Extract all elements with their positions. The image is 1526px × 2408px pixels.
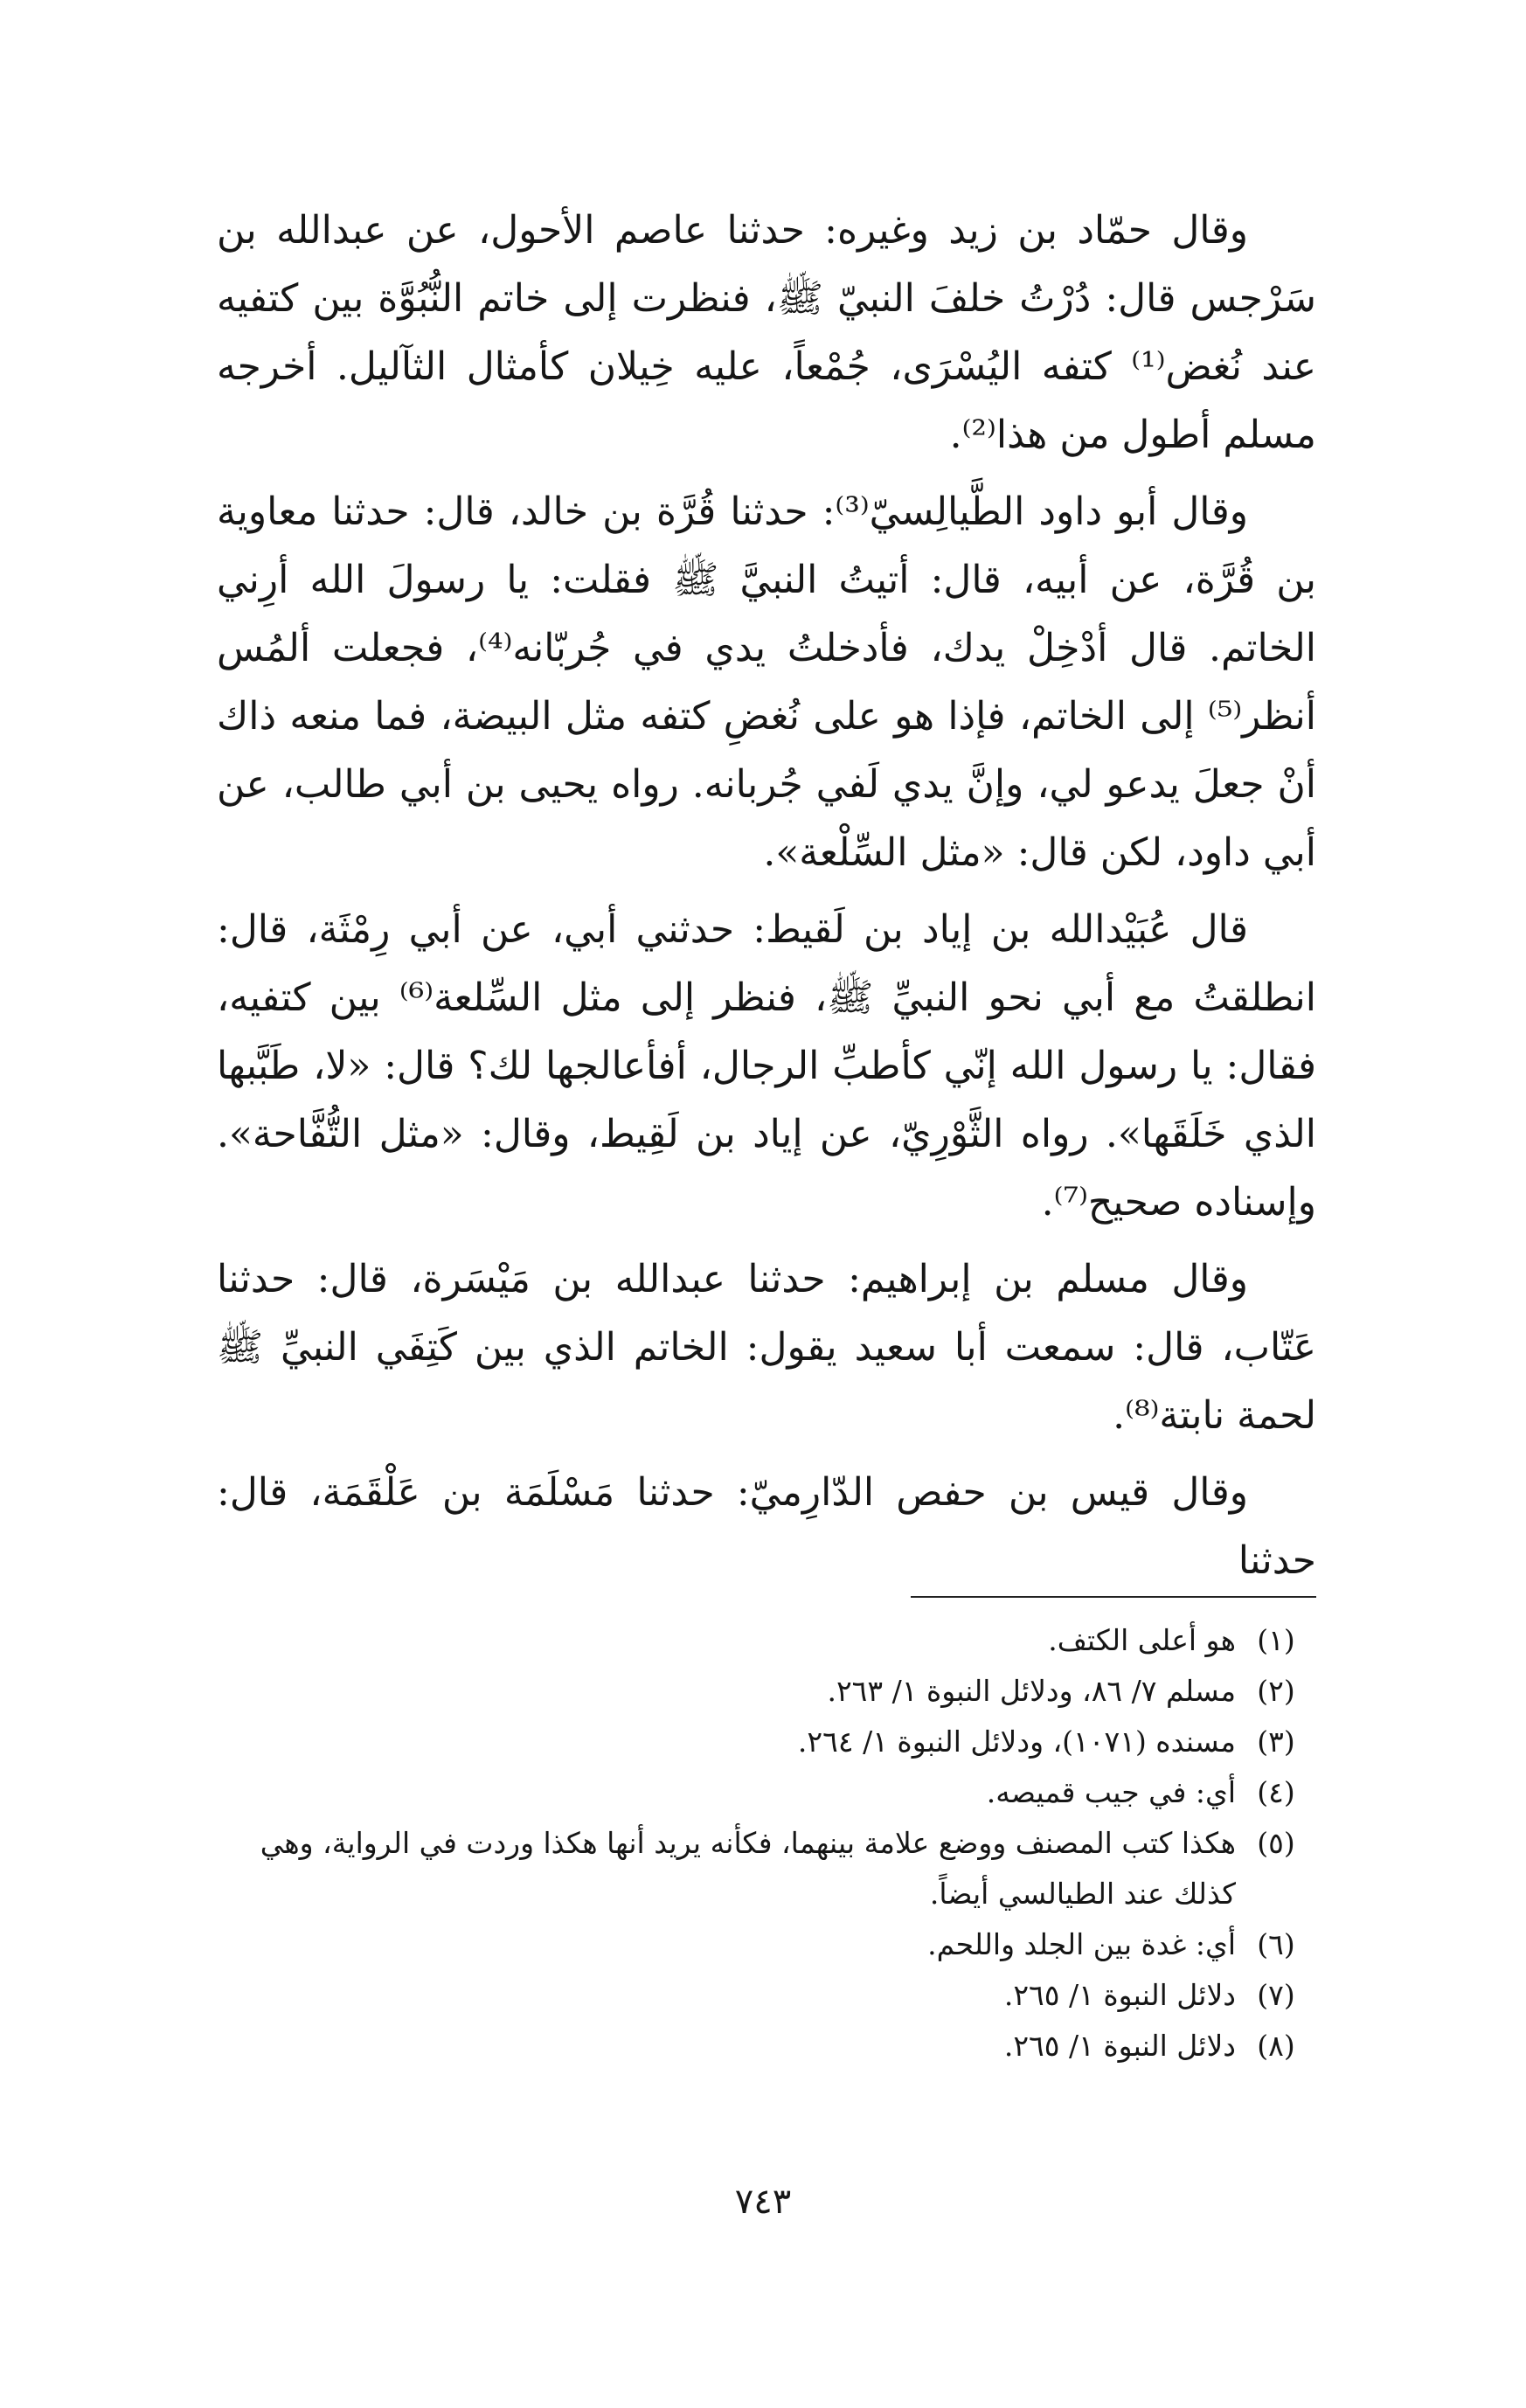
- paragraph-ubaydallah: قال عُبَيْدالله بن إياد بن لَقيط: حدثني أبي، عن أبي رِمْثَة، قال: انطلقتُ مع أبي نحو النبيِّ ﷺ، فنظر إلى مثل السِّلعة⁽⁶⁾ بين كتفيه، فقال: يا رسول الله إنّي كأطبِّ الرجال، أفأعالجها لك؟ قال: «لا، طَبَّبها الذي خَلَقَها». رواه الثَّوْرِيّ، عن إياد بن لَقِيط، وقال: «مثل التُّفَّاحة». وإسناده صحيح⁽⁷⁾.: [217, 907, 1316, 1225]
- footnote-5: [217, 1818, 1316, 1919]
- footnote-number: (٢): [1257, 1674, 1295, 1708]
- footnote-2: [217, 1666, 1316, 1717]
- page-number: ٧٤٣: [734, 2182, 792, 2222]
- footnotes: [217, 1615, 1316, 2071]
- paragraph-hammad: وقال حمّاد بن زيد وغيره: حدثنا عاصم الأحول، عن عبدالله بن سَرْجس قال: دُرْتُ خلفَ النبيّ ﷺ، فنظرت إلى خاتم النُّبُوَّة بين كتفيه عند نُغض⁽¹⁾ كتفه اليُسْرَى، جُمْعاً، عليه خِيلان كأمثال الثآليل. أخرجه مسلم أطول من هذا⁽²⁾.: [217, 208, 1317, 457]
- footnote-1: [217, 1615, 1316, 1666]
- footnote-number: (٦): [1257, 1927, 1295, 1961]
- footnote-number: (١): [1257, 1623, 1295, 1657]
- footnote-number: (٨): [1257, 2029, 1295, 2063]
- footnote-separator: [911, 1596, 1316, 1598]
- footnote-6: [217, 1919, 1316, 1970]
- footnote-number: (٣): [1257, 1724, 1295, 1759]
- paragraph-muslim-ibrahim: وقال مسلم بن إبراهيم: حدثنا عبدالله بن مَيْسَرة، قال: حدثنا عَتّاب، قال: سمعت أبا سعيد يقول: الخاتم الذي بين كَتِفَي النبيِّ ﷺ لحمة نابتة⁽⁸⁾.: [217, 1257, 1316, 1438]
- footnote-text: هو أعلى الكتف.: [1048, 1623, 1236, 1657]
- main-text: [217, 197, 1316, 1604]
- footnote-3: [217, 1717, 1316, 1767]
- footnote-text: أي: في جيب قميصه.: [986, 1775, 1236, 1809]
- footnote-text: دلائل النبوة ١/ ٢٦٥.: [1003, 1978, 1236, 2012]
- footnote-text: هكذا كتب المصنف ووضع علامة بينهما، فكأنه يريد أنها هكذا وردت في الرواية، وهي كذلك عند الطيالسي أيضاً.: [260, 1826, 1236, 1911]
- footnote-number: (٥): [1257, 1826, 1295, 1860]
- footnote-text: دلائل النبوة ١/ ٢٦٥.: [1003, 2029, 1236, 2063]
- footnote-text: أي: غدة بين الجلد واللحم.: [927, 1927, 1236, 1961]
- footnote-7: [217, 1970, 1316, 2021]
- footnote-8: [217, 2021, 1316, 2071]
- footnote-4: [217, 1767, 1316, 1818]
- footnote-text: مسنده (١٠٧١)، ودلائل النبوة ١/ ٢٦٤.: [797, 1724, 1236, 1759]
- paragraph-qays: وقال قيس بن حفص الدّارِميّ: حدثنا مَسْلَمَة بن عَلْقَمَة، قال: حدثنا: [217, 1470, 1316, 1583]
- paragraph-tayalisi: وقال أبو داود الطَّيالِسيّ⁽³⁾: حدثنا قُرَّة بن خالد، قال: حدثنا معاوية بن قُرَّة، عن أبيه، قال: أتيتُ النبيَّ ﷺ فقلت: يا رسولَ الله أرِني الخاتم. قال أدْخِلْ يدك، فأدخلتُ يدي في جُربّانه⁽⁴⁾، فجعلت ألمُس أنظر⁽⁵⁾ إلى الخاتم، فإذا هو على نُغضِ كتفه مثل البيضة، فما منعه ذاك أنْ جعلَ يدعو لي، وإنَّ يدي لَفي جُربانه. رواه يحيى بن أبي طالب، عن أبي داود، لكن قال: «مثل السِّلْعة».: [217, 489, 1316, 875]
- footnote-number: (٧): [1257, 1978, 1295, 2012]
- footnote-text: مسلم ٧/ ٨٦، ودلائل النبوة ١/ ٢٦٣.: [827, 1674, 1236, 1708]
- footnote-number: (٤): [1257, 1775, 1295, 1809]
